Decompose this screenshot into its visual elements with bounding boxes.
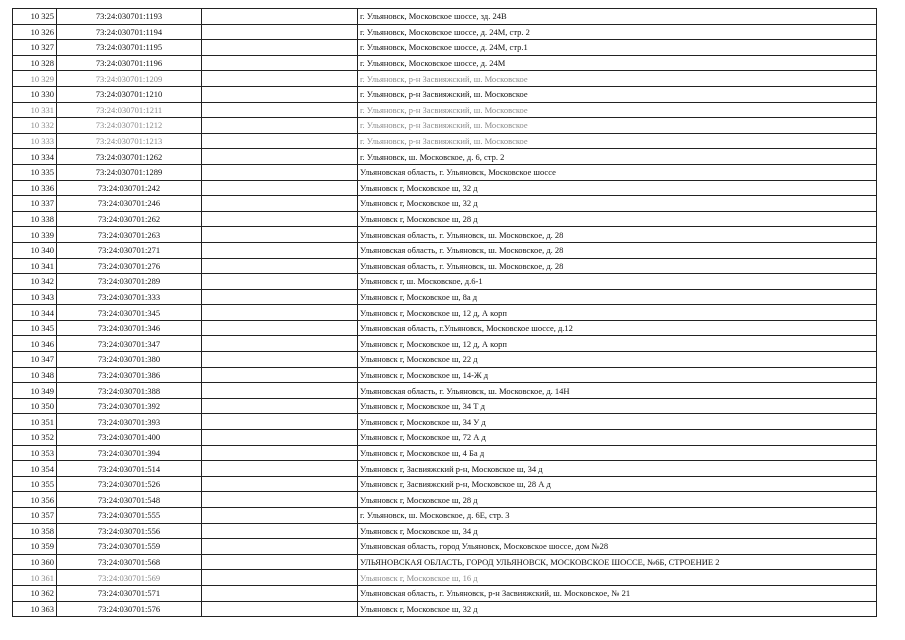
cadastral-number-cell: 73:24:030701:1195 (57, 40, 202, 56)
cadastral-number-cell: 73:24:030701:380 (57, 352, 202, 368)
empty-cell (202, 9, 358, 25)
row-number-cell: 10 360 (13, 554, 57, 570)
row-number-cell: 10 359 (13, 539, 57, 555)
address-cell: Ульяновская область, г.Ульяновск, Московское шоссе, д.12 (358, 320, 877, 336)
address-cell: Ульяновск г, Московское ш, 12 д, А корп (358, 336, 877, 352)
table-row (13, 601, 877, 617)
empty-cell (202, 242, 358, 258)
cadastral-number-cell: 73:24:030701:347 (57, 336, 202, 352)
empty-cell (202, 336, 358, 352)
table-row (13, 414, 877, 430)
register-sheet (12, 8, 876, 617)
address-cell: Ульяновская область, город Ульяновск, Московское шоссе, дом №28 (358, 539, 877, 555)
address-cell: Ульяновск г, Московское ш, 4 Ба д (358, 445, 877, 461)
row-number-cell: 10 331 (13, 102, 57, 118)
table-row (13, 196, 877, 212)
empty-cell (202, 55, 358, 71)
row-number-cell: 10 340 (13, 242, 57, 258)
row-number-cell: 10 355 (13, 476, 57, 492)
address-cell: Ульяновская область, г. Ульяновск, р-н Засвияжский, ш. Московское, № 21 (358, 585, 877, 601)
row-number-cell: 10 341 (13, 258, 57, 274)
table-row (13, 86, 877, 102)
address-cell: Ульяновск г, Московское ш, 34 У д (358, 414, 877, 430)
empty-cell (202, 601, 358, 617)
empty-cell (202, 445, 358, 461)
table-row (13, 227, 877, 243)
table-row (13, 274, 877, 290)
row-number-cell: 10 358 (13, 523, 57, 539)
row-number-cell: 10 330 (13, 86, 57, 102)
table-row (13, 383, 877, 399)
table-row (13, 492, 877, 508)
table-row (13, 539, 877, 555)
address-cell: Ульяновская область, г. Ульяновск, Московское шоссе (358, 164, 877, 180)
address-cell: г. Ульяновск, р-н Засвияжский, ш. Московское (358, 118, 877, 134)
row-number-cell: 10 348 (13, 367, 57, 383)
cadastral-number-cell: 73:24:030701:1213 (57, 133, 202, 149)
empty-cell (202, 352, 358, 368)
address-cell: Ульяновская область, г. Ульяновск, ш. Московское, д. 14Н (358, 383, 877, 399)
table-row (13, 585, 877, 601)
row-number-cell: 10 327 (13, 40, 57, 56)
table-row (13, 55, 877, 71)
address-cell: Ульяновск г, ш. Московское, д.6-1 (358, 274, 877, 290)
address-cell: г. Ульяновск, Московское шоссе, д. 24М, стр. 2 (358, 24, 877, 40)
empty-cell (202, 492, 358, 508)
table-row (13, 24, 877, 40)
empty-cell (202, 554, 358, 570)
empty-cell (202, 508, 358, 524)
row-number-cell: 10 344 (13, 305, 57, 321)
empty-cell (202, 180, 358, 196)
empty-cell (202, 367, 358, 383)
empty-cell (202, 523, 358, 539)
address-cell: г. Ульяновск, Московское шоссе, д. 24М (358, 55, 877, 71)
cadastral-number-cell: 73:24:030701:400 (57, 430, 202, 446)
empty-cell (202, 305, 358, 321)
cadastral-number-cell: 73:24:030701:576 (57, 601, 202, 617)
address-cell: Ульяновск г, Московское ш, 28 д (358, 211, 877, 227)
address-cell: г. Ульяновск, ш. Московское, д. 6, стр. 2 (358, 149, 877, 165)
row-number-cell: 10 351 (13, 414, 57, 430)
cadastral-number-cell: 73:24:030701:514 (57, 461, 202, 477)
cadastral-number-cell: 73:24:030701:263 (57, 227, 202, 243)
empty-cell (202, 118, 358, 134)
row-number-cell: 10 325 (13, 9, 57, 25)
row-number-cell: 10 329 (13, 71, 57, 87)
table-row (13, 508, 877, 524)
cadastral-number-cell: 73:24:030701:392 (57, 398, 202, 414)
cadastral-number-cell: 73:24:030701:1210 (57, 86, 202, 102)
address-cell: г. Ульяновск, р-н Засвияжский, ш. Московское (358, 133, 877, 149)
empty-cell (202, 539, 358, 555)
row-number-cell: 10 328 (13, 55, 57, 71)
address-cell: Ульяновск г, Засвияжский р-н, Московское ш, 34 д (358, 461, 877, 477)
table-row (13, 118, 877, 134)
address-cell: Ульяновск г, Московское ш, 32 д (358, 601, 877, 617)
cadastral-number-cell: 73:24:030701:271 (57, 242, 202, 258)
address-cell: г. Ульяновск, Московское шоссе, д. 24М, стр.1 (358, 40, 877, 56)
table-row (13, 570, 877, 586)
cadastral-number-cell: 73:24:030701:276 (57, 258, 202, 274)
cadastral-number-cell: 73:24:030701:1289 (57, 164, 202, 180)
property-register-table (12, 8, 877, 617)
table-row (13, 102, 877, 118)
cadastral-number-cell: 73:24:030701:1194 (57, 24, 202, 40)
cadastral-number-cell: 73:24:030701:526 (57, 476, 202, 492)
cadastral-number-cell: 73:24:030701:568 (57, 554, 202, 570)
table-row (13, 258, 877, 274)
table-body (13, 9, 877, 617)
row-number-cell: 10 363 (13, 601, 57, 617)
cadastral-number-cell: 73:24:030701:1196 (57, 55, 202, 71)
row-number-cell: 10 349 (13, 383, 57, 399)
empty-cell (202, 211, 358, 227)
row-number-cell: 10 345 (13, 320, 57, 336)
table-row (13, 367, 877, 383)
row-number-cell: 10 336 (13, 180, 57, 196)
row-number-cell: 10 350 (13, 398, 57, 414)
row-number-cell: 10 334 (13, 149, 57, 165)
empty-cell (202, 133, 358, 149)
empty-cell (202, 398, 358, 414)
empty-cell (202, 430, 358, 446)
table-row (13, 398, 877, 414)
cadastral-number-cell: 73:24:030701:548 (57, 492, 202, 508)
row-number-cell: 10 339 (13, 227, 57, 243)
address-cell: Ульяновск г, Московское ш, 8а д (358, 289, 877, 305)
table-row (13, 461, 877, 477)
cadastral-number-cell: 73:24:030701:388 (57, 383, 202, 399)
empty-cell (202, 461, 358, 477)
table-row (13, 430, 877, 446)
empty-cell (202, 86, 358, 102)
empty-cell (202, 383, 358, 399)
table-row (13, 320, 877, 336)
address-cell: Ульяновск г, Московское ш, 34 Т д (358, 398, 877, 414)
table-row (13, 133, 877, 149)
address-cell: г. Ульяновск, р-н Засвияжский, ш. Московское (358, 71, 877, 87)
row-number-cell: 10 332 (13, 118, 57, 134)
row-number-cell: 10 357 (13, 508, 57, 524)
cadastral-number-cell: 73:24:030701:393 (57, 414, 202, 430)
cadastral-number-cell: 73:24:030701:289 (57, 274, 202, 290)
table-row (13, 289, 877, 305)
cadastral-number-cell: 73:24:030701:1262 (57, 149, 202, 165)
empty-cell (202, 24, 358, 40)
empty-cell (202, 196, 358, 212)
row-number-cell: 10 337 (13, 196, 57, 212)
cadastral-number-cell: 73:24:030701:246 (57, 196, 202, 212)
row-number-cell: 10 352 (13, 430, 57, 446)
empty-cell (202, 289, 358, 305)
cadastral-number-cell: 73:24:030701:571 (57, 585, 202, 601)
empty-cell (202, 476, 358, 492)
row-number-cell: 10 335 (13, 164, 57, 180)
cadastral-number-cell: 73:24:030701:242 (57, 180, 202, 196)
table-row (13, 305, 877, 321)
address-cell: Ульяновск г, Московское ш, 28 д (358, 492, 877, 508)
row-number-cell: 10 333 (13, 133, 57, 149)
empty-cell (202, 164, 358, 180)
address-cell: Ульяновск г, Московское ш, 14-Ж д (358, 367, 877, 383)
address-cell: Ульяновск г, Московское ш, 32 д (358, 180, 877, 196)
address-cell: г. Ульяновск, Московское шоссе, зд. 24В (358, 9, 877, 25)
empty-cell (202, 414, 358, 430)
cadastral-number-cell: 73:24:030701:333 (57, 289, 202, 305)
table-row (13, 9, 877, 25)
table-row (13, 445, 877, 461)
row-number-cell: 10 353 (13, 445, 57, 461)
cadastral-number-cell: 73:24:030701:1212 (57, 118, 202, 134)
row-number-cell: 10 347 (13, 352, 57, 368)
address-cell: Ульяновск г, Засвияжский р-н, Московское ш, 28 А д (358, 476, 877, 492)
empty-cell (202, 570, 358, 586)
table-row (13, 71, 877, 87)
empty-cell (202, 227, 358, 243)
cadastral-number-cell: 73:24:030701:262 (57, 211, 202, 227)
empty-cell (202, 320, 358, 336)
row-number-cell: 10 354 (13, 461, 57, 477)
empty-cell (202, 102, 358, 118)
table-row (13, 523, 877, 539)
row-number-cell: 10 356 (13, 492, 57, 508)
address-cell: г. Ульяновск, р-н Засвияжский, ш. Московское (358, 102, 877, 118)
address-cell: г. Ульяновск, р-н Засвияжский, ш. Московское (358, 86, 877, 102)
cadastral-number-cell: 73:24:030701:1193 (57, 9, 202, 25)
table-row (13, 211, 877, 227)
address-cell: Ульяновская область, г. Ульяновск, ш. Московское, д. 28 (358, 227, 877, 243)
address-cell: Ульяновск г, Московское ш, 72 А д (358, 430, 877, 446)
table-row (13, 40, 877, 56)
empty-cell (202, 258, 358, 274)
table-row (13, 554, 877, 570)
cadastral-number-cell: 73:24:030701:345 (57, 305, 202, 321)
empty-cell (202, 274, 358, 290)
row-number-cell: 10 326 (13, 24, 57, 40)
table-row (13, 352, 877, 368)
row-number-cell: 10 342 (13, 274, 57, 290)
address-cell: Ульяновск г, Московское ш, 16 д (358, 570, 877, 586)
row-number-cell: 10 338 (13, 211, 57, 227)
address-cell: Ульяновск г, Московское ш, 34 д (358, 523, 877, 539)
row-number-cell: 10 346 (13, 336, 57, 352)
cadastral-number-cell: 73:24:030701:394 (57, 445, 202, 461)
cadastral-number-cell: 73:24:030701:1211 (57, 102, 202, 118)
address-cell: Ульяновск г, Московское ш, 22 д (358, 352, 877, 368)
cadastral-number-cell: 73:24:030701:386 (57, 367, 202, 383)
table-row (13, 180, 877, 196)
address-cell: Ульяновская область, г. Ульяновск, ш. Московское, д. 28 (358, 242, 877, 258)
cadastral-number-cell: 73:24:030701:569 (57, 570, 202, 586)
empty-cell (202, 149, 358, 165)
address-cell: УЛЬЯНОВСКАЯ ОБЛАСТЬ, ГОРОД УЛЬЯНОВСК, МОСКОВСКОЕ ШОССЕ, №6Б, СТРОЕНИЕ 2 (358, 554, 877, 570)
row-number-cell: 10 343 (13, 289, 57, 305)
table-row (13, 336, 877, 352)
address-cell: г. Ульяновск, ш. Московское, д. 6Е, стр. 3 (358, 508, 877, 524)
address-cell: Ульяновск г, Московское ш, 32 д (358, 196, 877, 212)
empty-cell (202, 40, 358, 56)
empty-cell (202, 71, 358, 87)
table-row (13, 164, 877, 180)
table-row (13, 476, 877, 492)
table-row (13, 149, 877, 165)
cadastral-number-cell: 73:24:030701:556 (57, 523, 202, 539)
cadastral-number-cell: 73:24:030701:559 (57, 539, 202, 555)
cadastral-number-cell: 73:24:030701:346 (57, 320, 202, 336)
address-cell: Ульяновская область, г. Ульяновск, ш. Московское, д. 28 (358, 258, 877, 274)
row-number-cell: 10 362 (13, 585, 57, 601)
row-number-cell: 10 361 (13, 570, 57, 586)
cadastral-number-cell: 73:24:030701:555 (57, 508, 202, 524)
table-row (13, 242, 877, 258)
cadastral-number-cell: 73:24:030701:1209 (57, 71, 202, 87)
address-cell: Ульяновск г, Московское ш, 12 д, А корп (358, 305, 877, 321)
empty-cell (202, 585, 358, 601)
